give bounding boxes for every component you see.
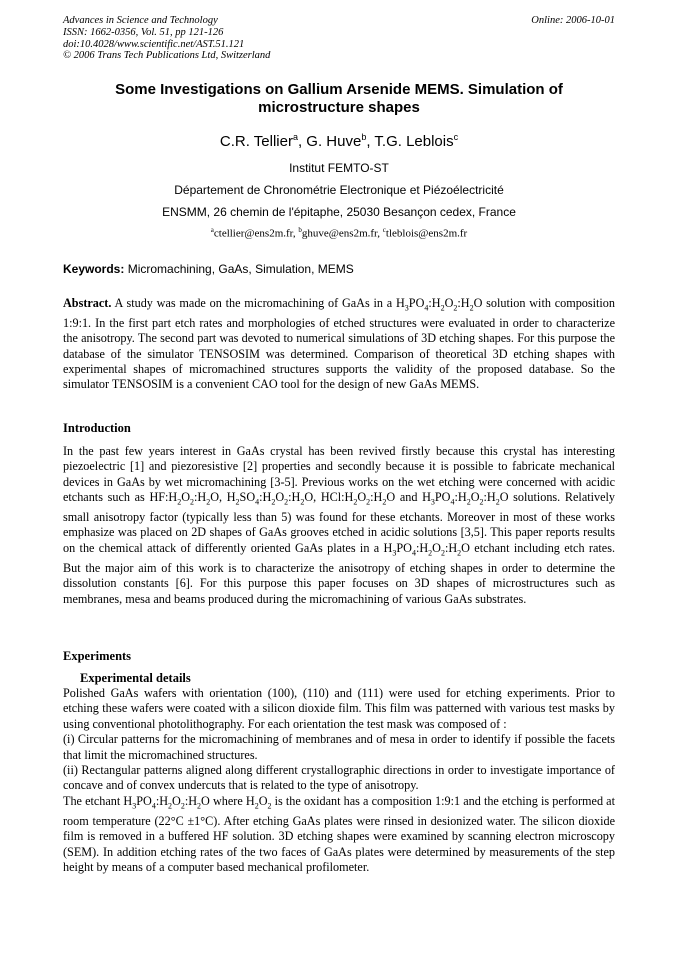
issn: ISSN: 1662-0356, Vol. 51, pp 121-126: [63, 26, 224, 38]
list-item: (i) Circular patterns for the micromachining of membranes and of mesa in order to identify if possible the facets that limit the micromachined structures.: [63, 732, 615, 762]
author-1: C.R. Tellier: [219, 133, 293, 150]
title-line-2: microstructure shapes: [258, 99, 420, 116]
section-heading-experiments: Experiments: [63, 649, 132, 663]
journal-name: Advances in Science and Technology: [63, 15, 218, 26]
experiments-paragraph: Polished GaAs wafers with orientation (100), (110) and (111) were used for etching experiments. Prior to etching these wafers were coated with a silicon dioxide film. This film was patterned with various test masks by using conventional photolithography. For each orientation the test mask was composed of : (i) Circular patterns for the micromachining of membranes and of mesa in order to identify if possible the facets that limit the micromachined structures. (ii) Rectangular patterns aligned along different crystallographic directions in order to investigate importance of concave and of convex undercuts that is related to the type of anisotropy. The etchant $H_3PO_4:H_2O_2:H_2O$ where $H_2O_2$ is the oxidant has a composition 1:9:1 and the etching is performed at room temperature (22°C ±1°C). After etching GaAs plates were rinsed in desionized water. The silicon dioxide film is removed in a buffered HF solution. 3D etching shapes were examined by scanning electron microscopy (SEM). In addition etching rates of the two faces of GaAs plates were determined by measurements of the step height by means of a computer based mechanical profilometer.: [63, 686, 615, 874]
affiliation-department: Département de Chronométrie Electronique et Piézoélectricité: [174, 183, 504, 197]
affiliation-address: ENSMM, 26 chemin de l'épitaphe, 25030 Besançon cedex, France: [162, 205, 516, 219]
authors: C.R. Tellier$^a$, G. Huve$^b$, T.G. Leblois$^c$: [219, 132, 459, 150]
running-header: [63, 15, 615, 62]
introduction-paragraph: In the past few years interest in GaAs crystal has been revived firstly because this crystal has interesting piezoelectric [1] and piezoresistive [2] properties and secondly because it is possible to fabricate mechanical devices in GaAs by wet micromachining [3-5]. Previous works on the wet etching were concerned with acidic etchants such as $HF:H_2O_2:H_2O$, $H_2SO_4:H_2O_2:H_2O$, $HCl:H_2O_2:H_2O$ and $H_3PO_4:H_2O_2:H_2O$ solutions. Relatively small anisotropy factor (typically less than 5) was found for these etchants. Moreover in most of these works emphasize was placed on 2D shapes of GaAs grooves etched in acidic solutions [3,5]. This paper reports results on the chemical attack of differently oriented GaAs plates in a $H_3PO_4:H_2O_2:H_2O$ etchant including etch rates. But the major aim of this work is to characterize the anisotropy of etching shapes in order to determine the dissolution constants [6]. For this purpose this paper focuses on 3D shapes of microstructures such as membranes, mesa and beams produced during the micromachining of various GaAs substrates.: [63, 444, 615, 606]
keywords: [63, 262, 615, 276]
list-item: (ii) Rectangular patterns aligned along different crystallographic directions in order to investigate importance of concave and of convex undercuts that is related to the type of anisotropy.: [63, 763, 615, 793]
paper-title: [63, 81, 615, 117]
affiliation-institute: Institut FEMTO-ST: [289, 161, 389, 175]
email-link[interactable]: ctellier@ens2m.fr,: [213, 227, 299, 240]
section-heading-introduction: Introduction: [63, 421, 131, 435]
abstract: Abstract. A study was made on the micromachining of GaAs in a $H_3PO_4:H_2O_2:H_2O$ solution with composition 1:9:1. In the first part etch rates and morphologies of etched structures were evaluated in order to characterize the anisotropy. The second part was devoted to numerical simulations of 3D etching shapes. For this purpose the database of the simulator TENSOSIM was determined. Comparison of theoretical 3D etching shapes with experimental shapes of micromachined structures supports the validity of the proposed database. So the simulator TENSOSIM is a convenient CAO tool for the design of new GaAs MEMS.: [63, 296, 615, 392]
abstract-label: Abstract.: [63, 296, 112, 310]
title-line-1: Some Investigations on Gallium Arsenide MEMS. Simulation of: [115, 81, 563, 98]
email-link[interactable]: ghuve@ens2m.fr,: [301, 227, 383, 240]
author-emails: $^a$ctellier@ens2m.fr, $^b$ghuve@ens2m.fr, $^c$tleblois@ens2m.fr: [210, 226, 468, 240]
keywords-label: Keywords:: [63, 262, 125, 276]
keywords-text: Micromachining, GaAs, Simulation, MEMS: [124, 262, 354, 276]
author-3: , T.G. Leblois: [366, 133, 454, 150]
email-link[interactable]: tleblois@ens2m.fr: [385, 227, 468, 240]
author-2: , G. Huve: [297, 133, 362, 150]
subsection-heading-experimental-details: Experimental details: [80, 671, 191, 685]
online-date: Online: 2006-10-01: [531, 15, 615, 26]
doi: doi:10.4028/www.scientific.net/AST.51.121: [63, 38, 245, 50]
copyright: © 2006 Trans Tech Publications Ltd, Switzerland: [63, 50, 271, 62]
